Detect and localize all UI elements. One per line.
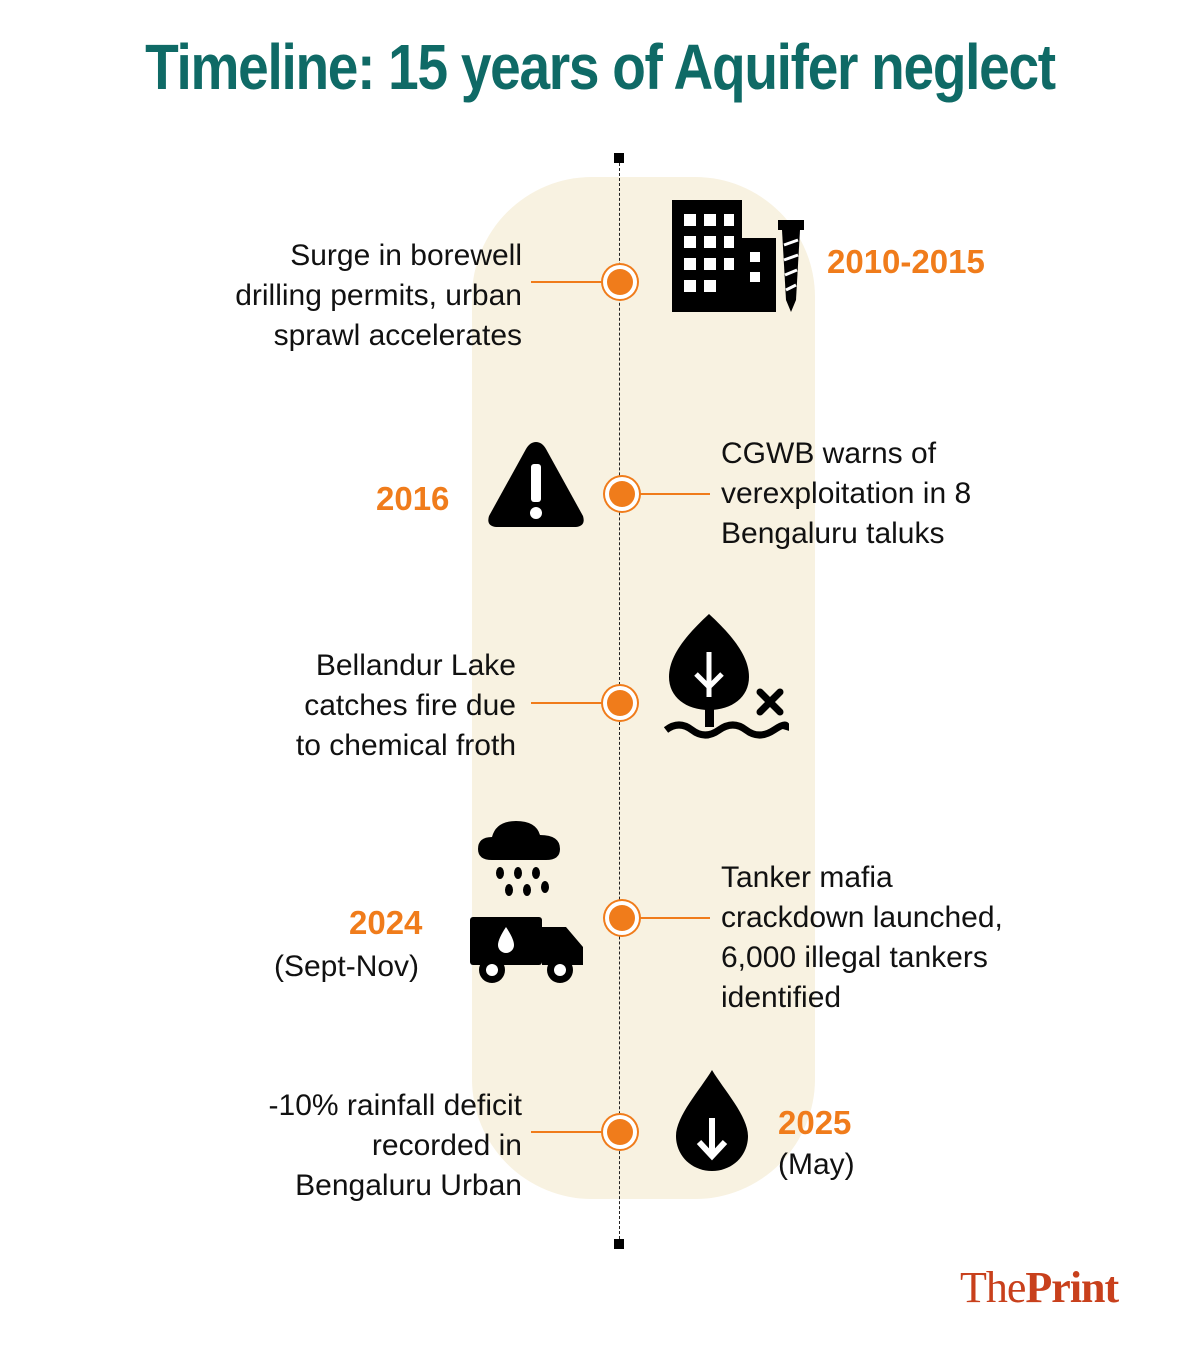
page-title: Timeline: 15 years of Aquifer neglect xyxy=(145,31,1055,103)
event-connector xyxy=(531,702,611,704)
event-date-note: (May) xyxy=(778,1148,855,1181)
building-drill-icon xyxy=(672,200,807,320)
event-description: Bellandur Lake catches fire due to chemical froth xyxy=(295,649,516,762)
event-marker-dot xyxy=(609,905,635,931)
rain-tanker-truck-icon xyxy=(470,815,590,995)
timeline-axis-top-cap xyxy=(614,153,624,163)
event-marker-dot xyxy=(607,1119,633,1145)
event-description: -10% rainfall deficit recorded in Bengaluru Urban xyxy=(268,1089,522,1202)
event-description: Tanker mafia crackdown launched, 6,000 illegal tankers identified xyxy=(721,861,1003,1014)
event-description: Surge in borewell drilling permits, urban sprawl accelerates xyxy=(235,239,522,352)
warning-icon xyxy=(486,438,586,535)
event-connector xyxy=(531,1131,611,1133)
event-marker-dot xyxy=(607,690,633,716)
polluted-lake-tree-icon xyxy=(664,612,789,747)
event-date-note: (Sept-Nov) xyxy=(274,950,420,983)
event-year: 2010-2015 xyxy=(827,243,985,280)
event-marker-dot xyxy=(609,481,635,507)
brand-logo: ThePrint xyxy=(960,1263,1119,1312)
water-drop-down-icon xyxy=(672,1068,752,1179)
event-marker-dot xyxy=(607,269,633,295)
event-year: 2024 xyxy=(349,904,423,941)
event-year: 2016 xyxy=(376,480,450,517)
event-connector xyxy=(630,493,710,495)
event-description: CGWB warns of verexploitation in 8 Bengaluru taluks xyxy=(721,437,972,550)
event-connector xyxy=(630,917,710,919)
event-connector xyxy=(531,281,611,283)
timeline-axis-bottom-cap xyxy=(614,1239,624,1249)
event-year: 2025 xyxy=(778,1104,852,1141)
